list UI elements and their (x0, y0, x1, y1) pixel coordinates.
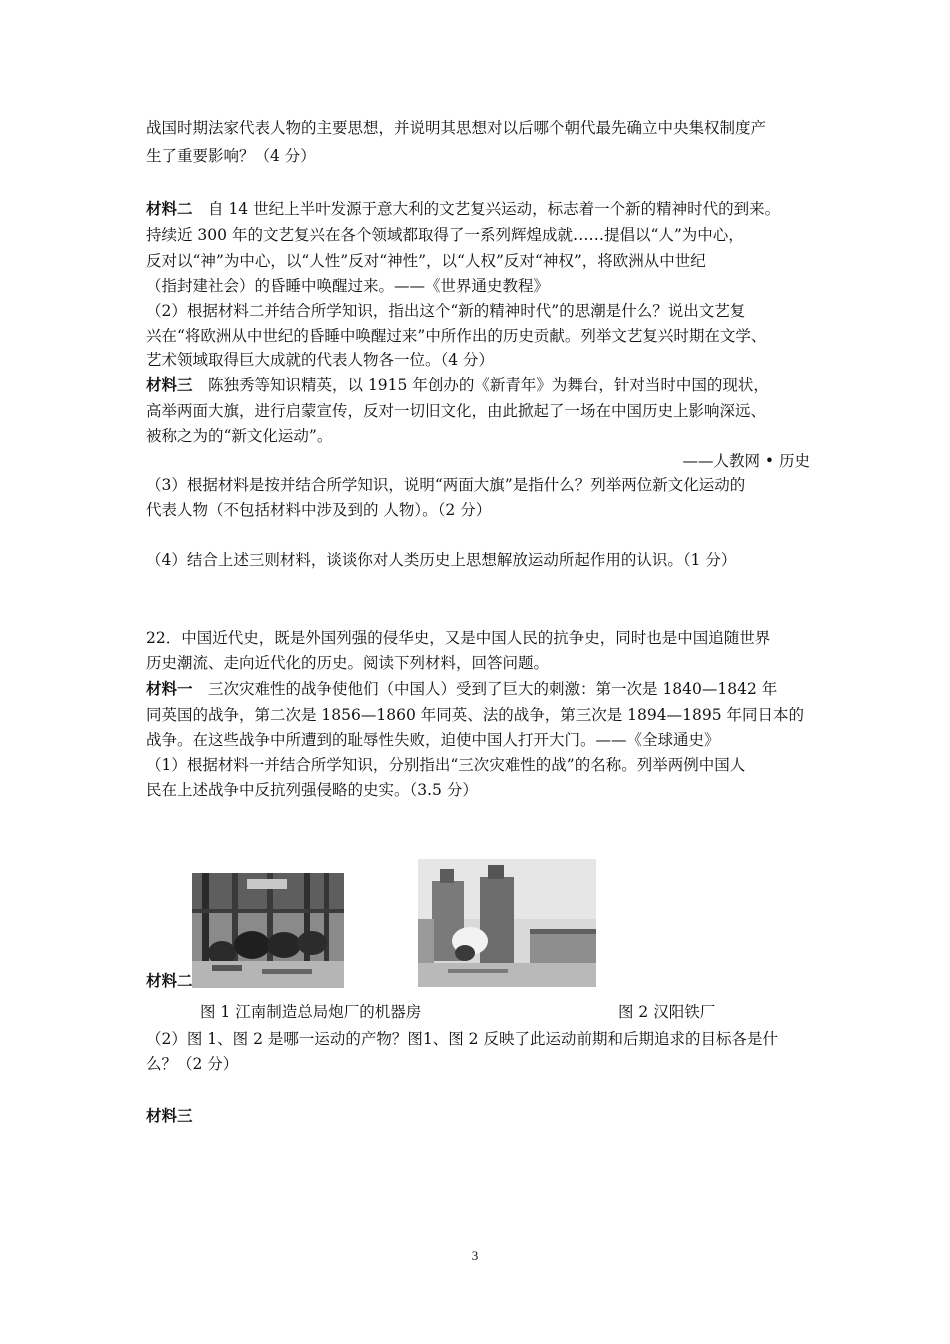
figure1-caption: 图 1 江南制造总局炮厂的机器房 (200, 1003, 422, 1021)
q22-intro-line1: 22．中国近代史，既是外国列强的侵华史，又是中国人民的抗争史，同时也是中国追随世界 (146, 629, 771, 647)
material2-line2: 持续近 300 年的文艺复兴在各个领域都取得了一系列辉煌成就……提倡以“人”为中心， (146, 226, 744, 244)
q22-2-line1: （2）图 1、图 2 是哪一运动的产物？图1、图 2 反映了此运动前期和后期追求的目标各是什 (146, 1030, 778, 1048)
material2-line3: 反对以“神”为中心，以“人性”反对“神性”，以“人权”反对“神权”，将欧洲从中世纪 (146, 252, 706, 270)
m3-label: 材料三 (146, 1106, 193, 1125)
material3-label: 材料三 (146, 375, 193, 394)
q4-line1: （4）结合上述三则材料，谈谈你对人类历史上思想解放运动所起作用的认识。（1 分） (146, 551, 737, 569)
m1-label: 材料一 (146, 679, 193, 698)
material3-line3: 被称之为的“新文化运动”。 (146, 427, 333, 445)
m1-line2: 同英国的战争，第二次是 1856—1860 年同英、法的战争，第三次是 1894—1895 年同日本的 (146, 706, 804, 724)
material3-text: 陈独秀等知识精英，以 1915 年创办的《新青年》为舞台，针对当时中国的现状， (192, 376, 769, 394)
q2-line1: （2）根据材料二并结合所学知识，指出这个“新的精神时代”的思潮是什么？说出文艺复 (146, 302, 746, 320)
figure2-ironworks-photo (418, 859, 596, 987)
page-number: 3 (471, 1248, 479, 1263)
material3-line1 (146, 375, 810, 395)
m1-line3: 战争。在这些战争中所遭到的耻辱性失败，迫使中国人打开大门。——《全球通史》 (146, 731, 720, 749)
q22-intro-line2: 历史潮流、走向近代化的历史。阅读下列材料，回答问题。 (146, 654, 550, 672)
m2-label: 材料二 (146, 971, 193, 990)
q21-text-line2: 生了重要影响？（4 分） (146, 147, 316, 165)
m1-text: 三次灾难性的战争使他们（中国人）受到了巨大的刺激：第一次是 1840—1842 年 (192, 680, 778, 698)
material2-label: 材料二 (146, 199, 193, 218)
q2-line3: 艺术领域取得巨大成就的代表人物各一位。（4 分） (146, 351, 495, 369)
q2-line2: 兴在“将欧洲从中世纪的昏睡中唤醒过来”中所作出的历史贡献。列举文艺复兴时期在文学、 (146, 327, 767, 345)
figure1-machine-room-photo (192, 873, 344, 988)
material3-source: ——人教网 • 历史 (682, 452, 810, 470)
q3-line2: 代表人物（不包括材料中涉及到的 人物）。（2 分） (146, 501, 492, 519)
q22-1-line1: （1）根据材料一并结合所学知识，分别指出“三次灾难性的战”的名称。列举两例中国人 (146, 756, 746, 774)
q3-line1: （3）根据材料是按并结合所学知识，说明“两面大旗”是指什么？列举两位新文化运动的 (146, 476, 746, 494)
material2-line4: （指封建社会）的昏睡中唤醒过来。——《世界通史教程》 (146, 277, 550, 295)
material2-line1 (146, 199, 810, 219)
material3-line2: 高举两面大旗，进行启蒙宣传，反对一切旧文化，由此掀起了一场在中国历史上影响深远、 (146, 402, 767, 420)
figure2-caption: 图 2 汉阳铁厂 (618, 1003, 716, 1021)
q22-1-line2: 民在上述战争中反抗列强侵略的史实。（3.5 分） (146, 781, 478, 799)
m1-line1 (146, 679, 810, 699)
q22-2-line2: 么？（2 分） (146, 1055, 239, 1073)
q21-text-line1: 战国时期法家代表人物的主要思想，并说明其思想对以后哪个朝代最先确立中央集权制度产 (146, 119, 767, 137)
material2-text: 自 14 世纪上半叶发源于意大利的文艺复兴运动，标志着一个新的精神时代的到来。 (192, 200, 781, 218)
